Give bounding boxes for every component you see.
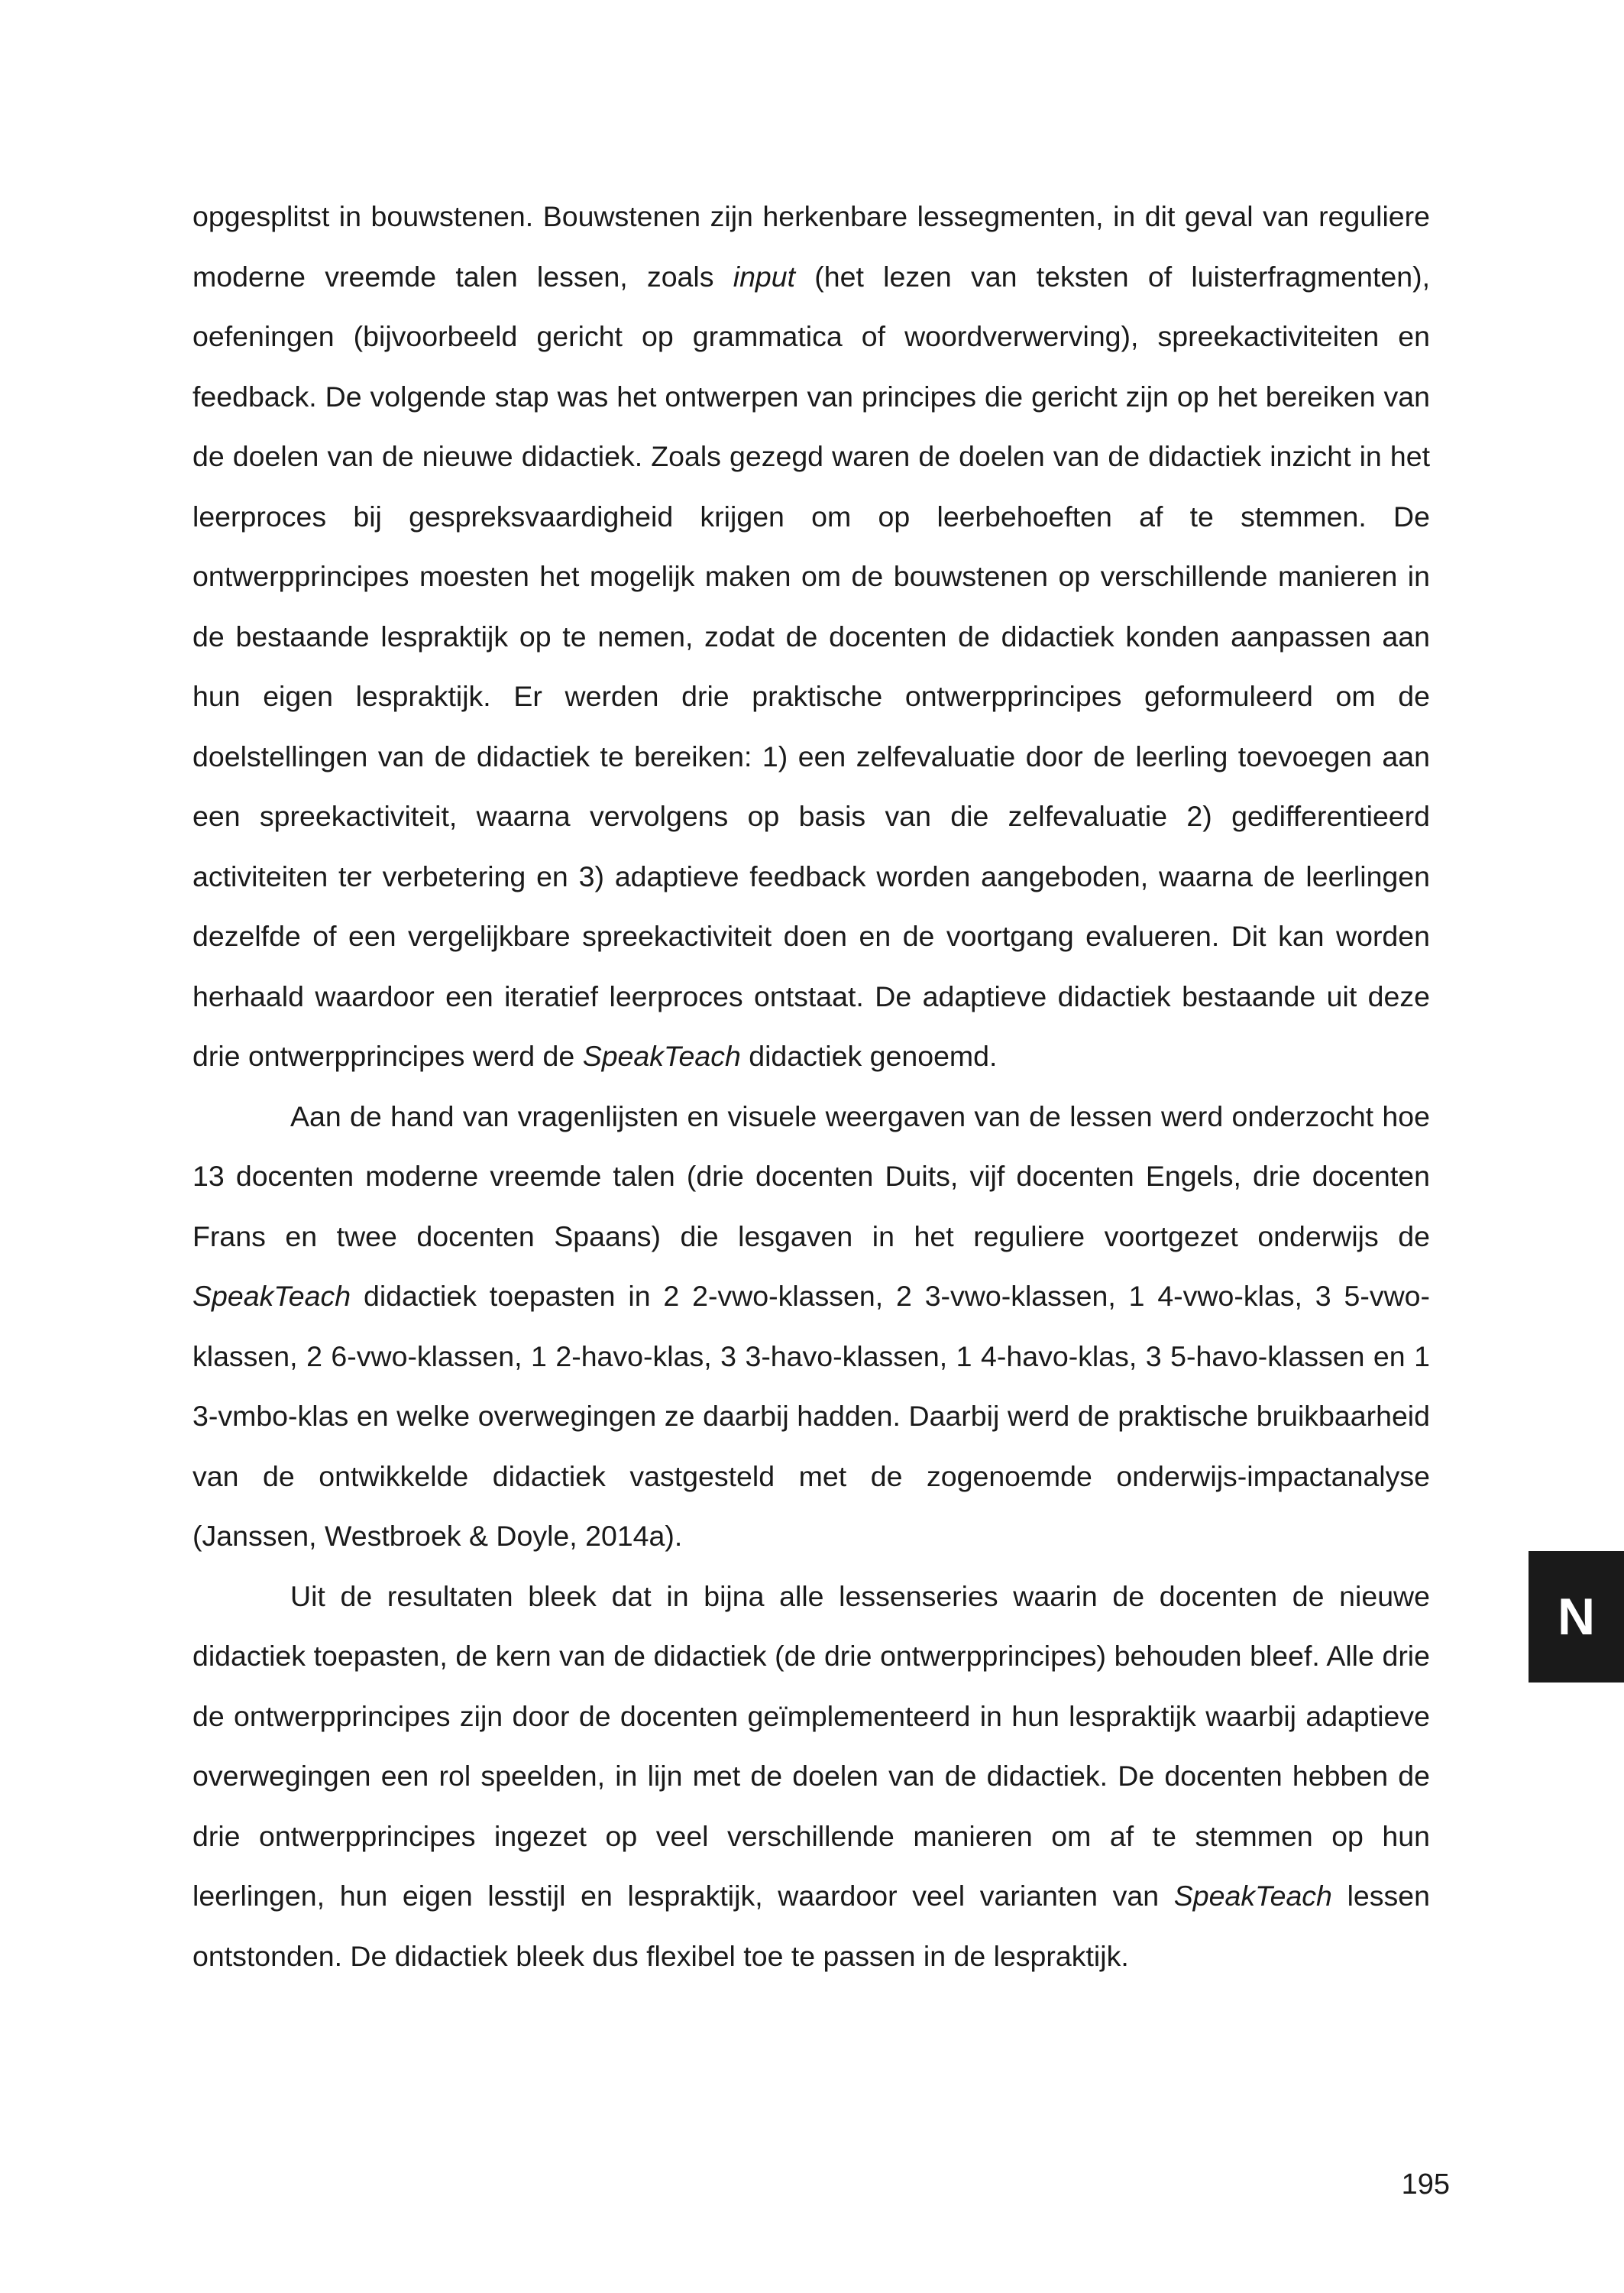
italic-term: SpeakTeach — [1173, 1880, 1332, 1912]
italic-term: input — [733, 260, 796, 293]
text-run: Aan de hand van vragenlijsten en visuele weergaven van de lessen werd onderzocht hoe 13 docenten moderne vreemde talen (drie docenten Duits, vijf docenten Engels, drie docenten Frans en twee docenten Spaans) die lesgaven in het reguliere voortgezet onderwijs de — [192, 1100, 1430, 1252]
text-run: lessen ontstonden. De didactiek bleek dus flexibel toe te passen in de lespraktijk. — [192, 1880, 1430, 1972]
paragraph-3 — [192, 1566, 1430, 1987]
page-number: 195 — [1401, 2168, 1450, 2201]
body-text — [192, 186, 1430, 1986]
chapter-thumb-tab — [1529, 1551, 1624, 1683]
paragraph-2 — [192, 1087, 1430, 1566]
text-run: didactiek genoemd. — [740, 1040, 998, 1072]
text-run: (het lezen van teksten of luisterfragmenten), oefeningen (bijvoorbeeld gericht op grammatica of woordverwerving), spreekactiviteiten en feedback. De volgende stap was het ontwerpen van principes die gericht zijn op het bereiken van de doelen van de nieuwe didactiek. Zoals gezegd waren de doelen van de didactiek inzicht in het leerproces bij gespreksvaardigheid krijgen om op leerbehoeften af te stemmen. De ontwerpprincipes moesten het mogelijk maken om de bouwstenen op verschillende manieren in de bestaande lespraktijk op te nemen, zodat de docenten de didactiek konden aanpassen aan hun eigen lespraktijk. Er werden drie praktische ontwerpprincipes geformuleerd om de doelstellingen van de didactiek te bereiken: 1) een zelfevaluatie door de leerling toevoegen aan een spreekactiviteit, waarna vervolgens op basis van die zelfevaluatie 2) gedifferentieerd activiteiten ter verbetering en 3) adaptieve feedback worden aangeboden, waarna de leerlingen dezelfde of een vergelijkbare spreekactiviteit doen en de voortgang evalueren. Dit kan worden herhaald waardoor een iteratief leerproces ontstaat. De adaptieve didactiek bestaande uit deze drie ontwerpprincipes werd de — [192, 260, 1430, 1072]
italic-term: SpeakTeach — [192, 1280, 351, 1312]
paragraph-1 — [192, 186, 1430, 1087]
text-run: opgesplitst in bouwstenen. Bouwstenen zijn herkenbare lessegmenten, in dit geval van reguliere moderne vreemde talen lessen, zoals — [192, 200, 1430, 293]
text-run: didactiek toepasten in 2 2-vwo-klassen, 2 3-vwo-klassen, 1 4-vwo-klas, 3 5-vwo-klassen, 2 6-vwo-klassen, 1 2-havo-klas, 3 3-havo-klassen, 1 4-havo-klas, 3 5-havo-klassen en 1 3-vmbo-klas en welke overwegingen ze daarbij hadden. Daarbij werd de praktische bruikbaarheid van de ontwikkelde didactiek vastgesteld met de zogenoemde onderwijs-impactanalyse (Janssen, Westbroek & Doyle, 2014a). — [192, 1280, 1430, 1552]
text-run: Uit de resultaten bleek dat in bijna alle lessenseries waarin de docenten de nieuwe didactiek toepasten, de kern van de didactiek (de drie ontwerpprincipes) behouden bleef. Alle drie de ontwerpprincipes zijn door de docenten geïmplementeerd in hun lespraktijk waarbij adaptieve overwegingen een rol speelden, in lijn met de doelen van de didactiek. De docenten hebben de drie ontwerpprincipes ingezet op veel verschillende manieren om af te stemmen op hun leerlingen, hun eigen lesstijl en lespraktijk, waardoor veel varianten van — [192, 1579, 1430, 1912]
chapter-tab-label: N — [1557, 1588, 1596, 1646]
italic-term: SpeakTeach — [582, 1040, 741, 1072]
